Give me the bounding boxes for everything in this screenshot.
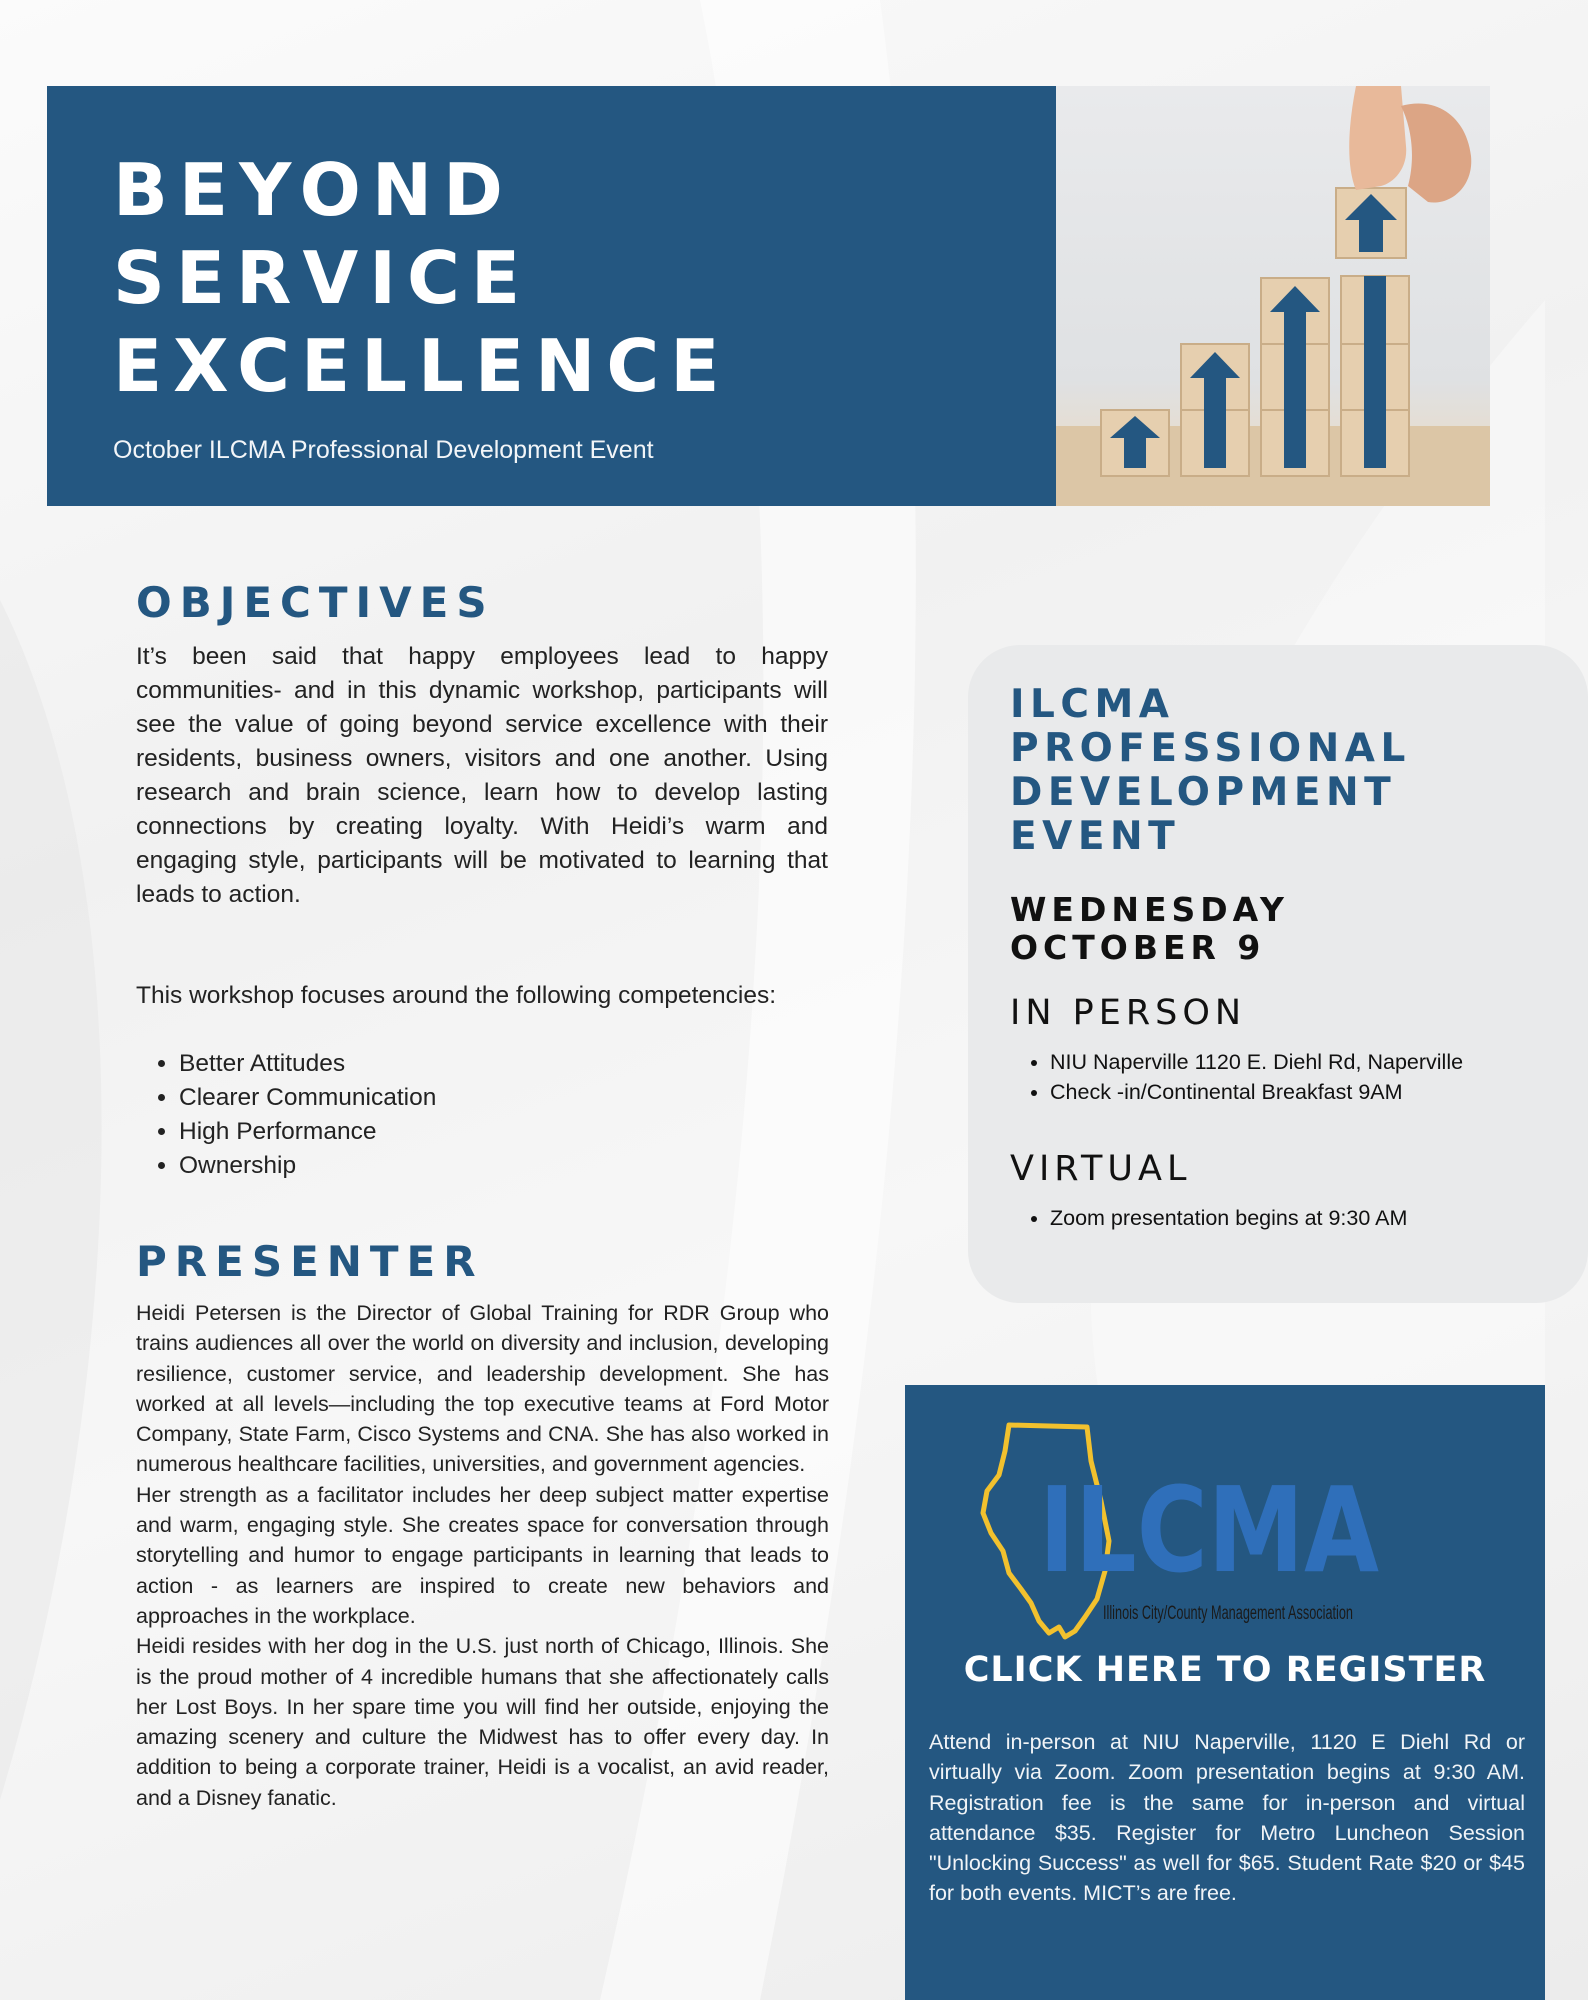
event-date-line: OCTOBER 9	[1010, 928, 1266, 967]
bio-paragraph: Heidi Petersen is the Director of Global Training for RDR Group who trains audiences all over the world on diversity and inclusion, developing resilience, customer service, and leadership development. She has worked at all levels—including the top executive teams at Ford Motor Company, State Farm, Cisco Systems and CNA. She has also worked in numerous healthcare facilities, universities, and government agencies.	[136, 1301, 829, 1477]
list-item: • High Performance	[179, 1115, 436, 1149]
header-banner	[47, 86, 1056, 506]
list-item: • Check -in/Continental Breakfast 9AM	[1050, 1077, 1463, 1107]
title-line: EXCELLENCE	[113, 324, 731, 408]
list-item: • Zoom presentation begins at 9:30 AM	[1050, 1203, 1407, 1233]
register-button[interactable]: CLICK HERE TO REGISTER	[963, 1650, 1487, 1690]
registration-details: Attend in-person at NIU Naperville, 1120 E Diehl Rd or virtually via Zoom. Zoom presentation begins at 9:30 AM. Registration fee is the same for in-person and virtual attendance $35. Register for Metro Luncheon Session "Unlocking Success" as well for $65. Student Rate $20 or $45 for both events. MICT’s are free.	[929, 1730, 1525, 1906]
event-details-card	[968, 645, 1588, 1303]
title-line: SERVICE	[113, 236, 532, 320]
logo-wordmark: ILCMA	[1039, 1461, 1379, 1599]
event-title-line: ILCMA	[1010, 682, 1175, 727]
list-item: • Clearer Communication	[179, 1081, 436, 1115]
registration-panel	[905, 1385, 1545, 2000]
event-title-line: PROFESSIONAL	[1010, 726, 1411, 771]
event-title-line: DEVELOPMENT	[1010, 770, 1397, 815]
bio-paragraph: Heidi resides with her dog in the U.S. just north of Chicago, Illinois. She is the proud mother of 4 incredible humans that she affectionately calls her Lost Boys. In her spare time you will find her outside, enjoying the amazing scenery and culture the Midwest has to offer every day. In addition to being a corporate trainer, Heidi is a vocalist, an avid reader, and a Disney fanatic.	[136, 1634, 829, 1810]
in-person-heading: IN PERSON	[1010, 993, 1247, 1033]
objectives-text: It’s been said that happy employees lead to happy communities- and in this dynamic workshop, participants will see the value of going beyond service excellence with their residents, business owners, visitors and one another. Using research and brain science, learn how to develop lasting connections by creating loyalty. With Heidi’s warm and engaging style, participants will be motivated to learning that leads to action.	[136, 643, 828, 908]
stacked-blocks-arrows-image	[1056, 86, 1490, 506]
page-title	[113, 146, 730, 410]
competencies-intro: This workshop focuses around the following competencies:	[136, 982, 777, 1009]
presenter-heading: PRESENTER	[136, 1237, 484, 1286]
competencies-list	[136, 1047, 436, 1183]
growth-blocks-photo	[1056, 86, 1490, 506]
virtual-list	[1010, 1203, 1407, 1233]
objectives-heading: OBJECTIVES	[136, 578, 495, 627]
list-item: • NIU Naperville 1120 E. Diehl Rd, Naperville	[1050, 1047, 1463, 1077]
virtual-heading: VIRTUAL	[1010, 1149, 1192, 1189]
list-item: • Better Attitudes	[179, 1047, 436, 1081]
event-date-line: WEDNESDAY	[1010, 890, 1289, 929]
logo-tagline: Illinois City/County Management Association	[1103, 1603, 1353, 1624]
event-title	[1010, 683, 1411, 859]
ilcma-logo	[969, 1421, 1389, 1651]
list-item: • Ownership	[179, 1149, 436, 1183]
presenter-bio	[136, 1298, 829, 1813]
event-date	[1010, 891, 1289, 967]
page-subtitle: October ILCMA Professional Development Event	[113, 436, 654, 464]
in-person-list	[1010, 1047, 1463, 1107]
event-title-line: EVENT	[1010, 814, 1181, 859]
title-line: BEYOND	[113, 148, 514, 232]
bio-paragraph: Her strength as a facilitator includes her deep subject matter expertise and warm, engaging style. She creates space for conversation through storytelling and humor to engage participants in learning that leads to action - as learners are inspired to create new behaviors and approaches in the workplace.	[136, 1482, 829, 1628]
